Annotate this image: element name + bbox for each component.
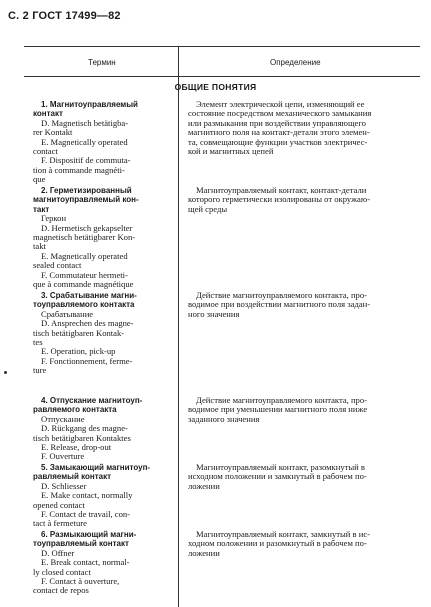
definition-entry-5 xyxy=(188,463,408,491)
term-line: равляемого контакта xyxy=(33,405,117,415)
alt-term-line: E. Magnetically operated xyxy=(41,136,128,147)
term-line: контакт xyxy=(33,109,63,119)
alt-term-line: tisch betätigbaren Kontak- xyxy=(33,327,125,338)
definition-line: водимое при уменьшении магнитного поля ниже xyxy=(188,404,368,415)
definition-line: щей среды xyxy=(188,203,228,214)
definition-entry-6 xyxy=(188,530,408,558)
alt-term-line: D. Hermetisch gekapselter xyxy=(41,222,133,233)
alt-term-line: tact à fermeture xyxy=(33,518,87,529)
alt-term-line: F. Contact de travail, con- xyxy=(41,509,131,520)
definition-line: Магнитоуправляемый контакт, замкнутый в ис- xyxy=(196,529,371,539)
alt-term-line: D. Offner xyxy=(41,547,75,558)
alt-term-line: opened contact xyxy=(33,499,85,510)
alt-term-line: F. Fonctionnement, ferme- xyxy=(41,355,133,366)
alt-term-line: F. Ouverture xyxy=(41,451,85,462)
definition-entry-1 xyxy=(188,100,408,156)
term-entry-6 xyxy=(33,530,171,596)
column-header-definition: Определение xyxy=(270,58,321,67)
term-entry-5 xyxy=(33,463,171,529)
definition-line: Действие магнитоуправляемого контакта, про- xyxy=(196,290,367,300)
term-line: магнитоуправляемый кон- xyxy=(33,195,139,205)
alt-term-line: tion à commande magnéti- xyxy=(33,164,125,175)
table-header-border xyxy=(24,76,420,77)
definition-line: Действие магнитоуправляемого контакта, про- xyxy=(196,395,367,405)
alt-term-line: tes xyxy=(33,337,43,348)
term-entry-2 xyxy=(33,186,171,289)
definition-entry-2 xyxy=(188,186,408,214)
alt-term-line: contact xyxy=(33,146,58,157)
definition-line: магнитного поля на контакт-детали этого элемен- xyxy=(188,127,370,138)
section-title: ОБЩИЕ ПОНЯТИЯ xyxy=(174,82,257,92)
table-top-border xyxy=(24,46,420,47)
alt-term-line: que à commande magnétique xyxy=(33,279,134,290)
alt-term-line: E. Operation, pick-up xyxy=(41,346,116,357)
term-entry-4 xyxy=(33,396,171,462)
definition-entry-3 xyxy=(188,291,408,319)
alt-term-line: E. Break contact, normal- xyxy=(41,557,130,568)
term-line: тоуправляемый контакт xyxy=(33,539,129,549)
alt-term-line: D. Ansprechen des magne- xyxy=(41,318,134,329)
alt-term-line: que xyxy=(33,174,46,185)
column-divider xyxy=(178,46,179,607)
alt-term-line: ture xyxy=(33,365,47,376)
term-line: такт xyxy=(33,204,50,214)
alt-term-line: D. Schliesser xyxy=(41,480,87,491)
definition-line: ного значения xyxy=(188,308,240,319)
alt-term-line: magnetisch betätigbarer Kon- xyxy=(33,232,136,243)
definition-line: заданного значения xyxy=(188,413,260,424)
definition-line: Элемент электрической цепи, изменяющий ее xyxy=(196,99,365,109)
term-line: тоуправляемого контакта xyxy=(33,300,135,310)
synonym: Геркон xyxy=(41,213,67,224)
term-line: 6. Размыкающий магни- xyxy=(41,530,137,539)
definition-line: или размыкания при воздействии управляющего xyxy=(188,117,366,128)
alt-term-line: D. Rückgang des magne- xyxy=(41,423,128,434)
term-line: 1. Магнитоуправляемый xyxy=(41,100,138,109)
column-header-term: Термин xyxy=(88,58,116,67)
definition-line: ложении xyxy=(188,547,220,558)
term-line: 2. Герметизированный xyxy=(41,186,132,195)
term-line: 5. Замыкающий магнитоуп- xyxy=(41,463,151,472)
term-entry-3 xyxy=(33,291,171,376)
alt-term-line: contact de repos xyxy=(33,585,89,596)
term-line: 3. Срабатывание магни- xyxy=(41,291,137,300)
definition-line: кой и магнитных цепей xyxy=(188,146,274,157)
alt-term-line: takt xyxy=(33,241,46,252)
synonym: Отпускание xyxy=(41,413,85,424)
alt-term-line: E. Magnetically operated xyxy=(41,250,128,261)
alt-term-line: sealed contact xyxy=(33,260,82,271)
definition-line: Магнитоуправляемый контакт, контакт-детали xyxy=(196,185,367,195)
definition-entry-4 xyxy=(188,396,408,424)
definition-line: ходном положении и разомкнутый в рабочем по- xyxy=(188,538,367,549)
page-header: С. 2 ГОСТ 17499—82 xyxy=(8,10,121,22)
alt-term-line: tisch betätigbaren Kontaktes xyxy=(33,432,131,443)
alt-term-line: F. Commutateur hermeti- xyxy=(41,269,128,280)
definition-line: состояние посредством механического замыкания xyxy=(188,108,372,119)
term-entry-1 xyxy=(33,100,171,185)
term-line: равляемый контакт xyxy=(33,472,112,482)
alt-term-line: E. Make contact, normally xyxy=(41,490,133,501)
alt-term-line: F. Dispositif de commuta- xyxy=(41,155,131,166)
synonym: Срабатывание xyxy=(41,308,94,319)
definition-line: та, совмещающие функции участков электричес- xyxy=(188,136,368,147)
alt-term-line: D. Magnetisch betätigba- xyxy=(41,117,129,128)
alt-term-line: rer Kontakt xyxy=(33,127,73,138)
margin-mark xyxy=(4,371,7,374)
definition-line: исходном положении и замкнутый в рабочем по- xyxy=(188,471,367,482)
alt-term-line: ly closed contact xyxy=(33,566,91,577)
alt-term-line: E. Release, drop-out xyxy=(41,442,112,453)
definition-line: ложении xyxy=(188,480,220,491)
definition-line: которого герметически изолированы от окружаю- xyxy=(188,194,371,205)
definition-line: водимое при воздействии магнитного поля задан- xyxy=(188,299,371,310)
term-line: 4. Отпускание магнитоуп- xyxy=(41,396,143,405)
alt-term-line: F. Contact à ouverture, xyxy=(41,576,120,587)
definition-line: Магнитоуправляемый контакт, разомкнутый в xyxy=(196,462,365,472)
